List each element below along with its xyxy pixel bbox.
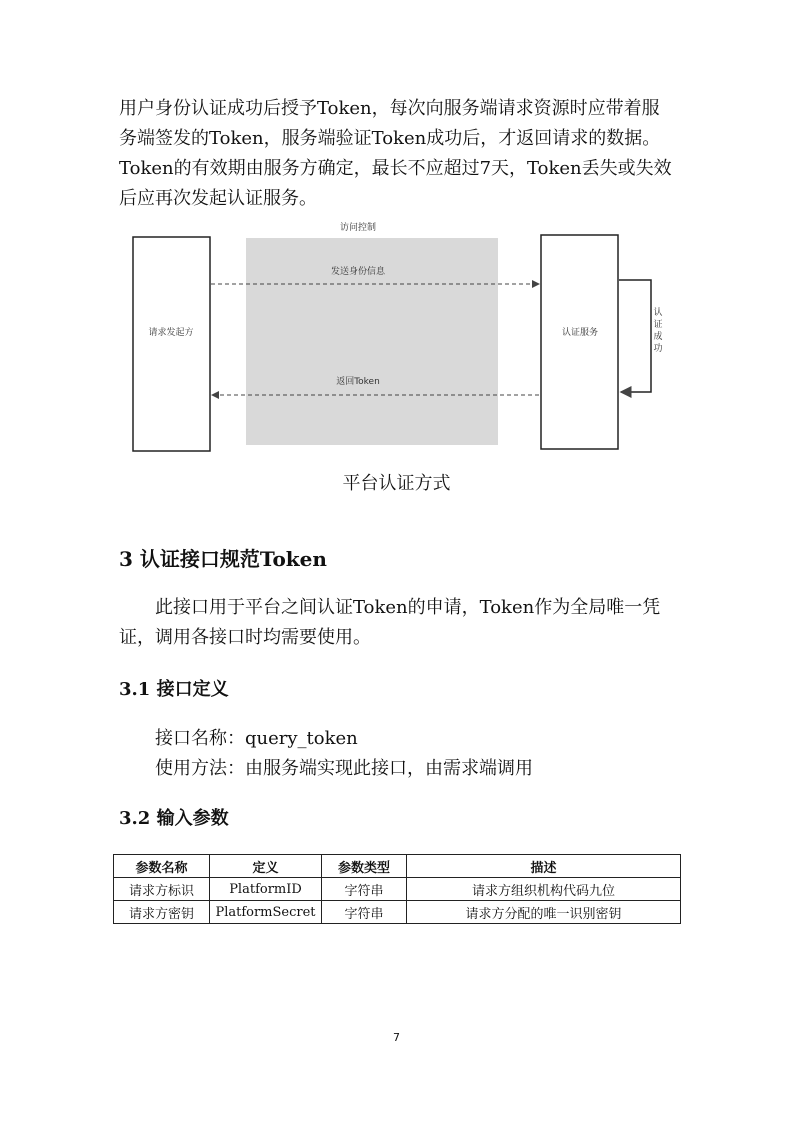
input-params-table [113, 854, 681, 924]
auth-success-char: 认 [653, 308, 663, 318]
auth-success-char: 成 [653, 332, 663, 342]
table-cell: 请求方标识 [114, 878, 210, 901]
auth-success-char: 证 [653, 320, 663, 330]
intro-line: 用户身份认证成功后授予Token，每次向服务端请求资源时应带着服 [119, 98, 660, 119]
auth-service-box [541, 235, 618, 449]
return-token-label: 返回Token [336, 377, 380, 387]
table-cell: 请求方分配的唯一识别密钥 [407, 901, 681, 924]
table-cell: 字符串 [322, 878, 407, 901]
auth-success-char: 功 [653, 344, 663, 354]
column-header: 参数类型 [322, 855, 407, 878]
auth-success-loop [619, 280, 651, 392]
auth-service-label: 认证服务 [561, 328, 599, 338]
requester-box [133, 237, 210, 451]
intro-line: 务端签发的Token，服务端验证Token成功后，才返回请求的数据。 [119, 128, 661, 149]
send-identity-label: 发送身份信息 [330, 267, 386, 277]
auth-diagram [0, 215, 793, 465]
table-cell: PlatformID [210, 878, 322, 901]
usage-method-line: 使用方法：由服务端实现此接口，由需求端调用 [155, 758, 533, 779]
column-header: 描述 [407, 855, 681, 878]
table-row [114, 901, 681, 924]
section-3-1-heading: 3.1 接口定义 [119, 679, 229, 700]
column-header: 定义 [210, 855, 322, 878]
diagram-caption: 平台认证方式 [342, 473, 451, 494]
table-cell: 字符串 [322, 901, 407, 924]
table-row [114, 878, 681, 901]
section-3-body [119, 593, 679, 653]
section-3-2-heading: 3.2 输入参数 [119, 808, 229, 829]
section-3-heading: 3 认证接口规范Token [119, 547, 327, 571]
table-cell: 请求方密钥 [114, 901, 210, 924]
body-line: 此接口用于平台之间认证Token的申请，Token作为全局唯一凭 [155, 597, 661, 618]
column-header: 参数名称 [114, 855, 210, 878]
page-number: 7 [393, 1031, 400, 1044]
access-control-label: 访问控制 [339, 223, 377, 233]
intro-line: Token的有效期由服务方确定，最长不应超过7天，Token丢失或失效 [119, 158, 672, 179]
interface-name-line: 接口名称：query_token [155, 728, 358, 749]
body-line: 证，调用各接口时均需要使用。 [119, 627, 371, 648]
requester-label: 请求发起方 [148, 328, 194, 338]
table-cell: PlatformSecret [210, 901, 322, 924]
intro-paragraph [119, 94, 679, 214]
intro-line: 后应再次发起认证服务。 [119, 188, 317, 209]
table-header-row [114, 855, 681, 878]
table-cell: 请求方组织机构代码九位 [407, 878, 681, 901]
